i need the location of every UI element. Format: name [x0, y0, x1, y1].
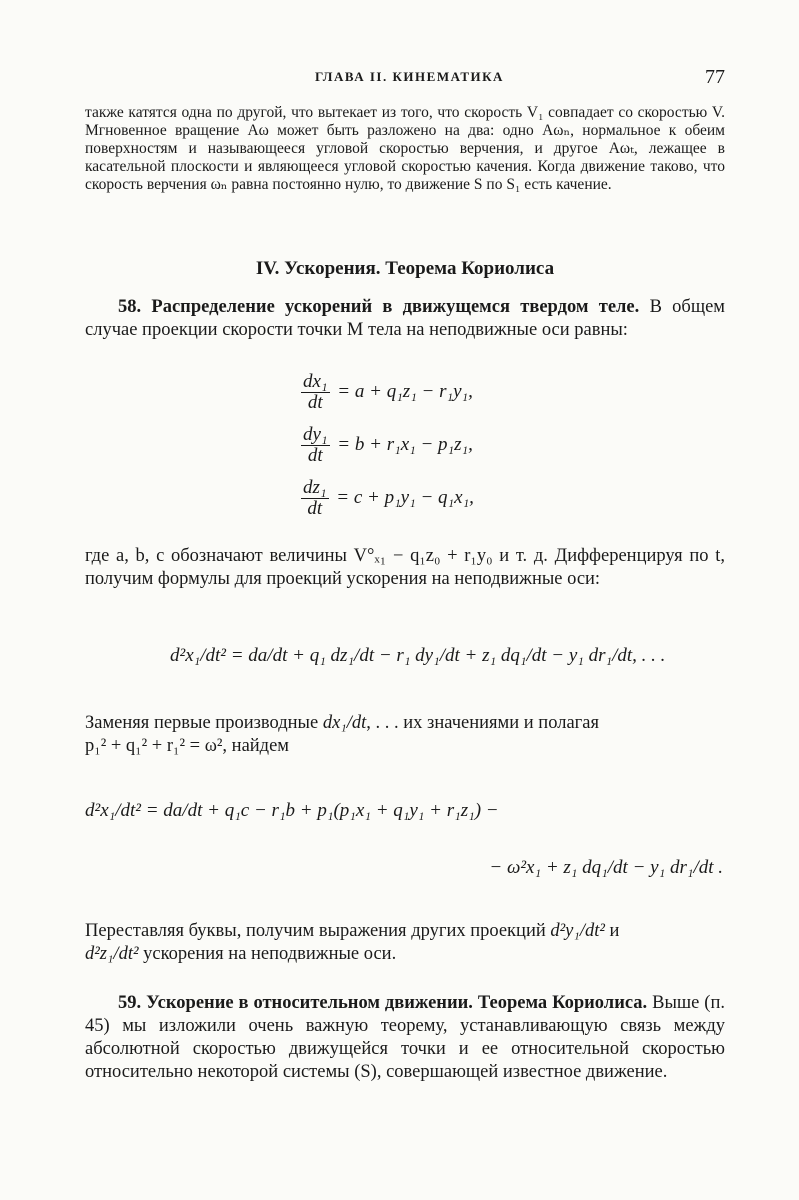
replacing-text-2: , . . . их значениями и полагая [366, 713, 599, 733]
long-equation-line-2: − ω²x₁ + z₁ dq₁/dt − y₁ dr₁/dt . [489, 857, 723, 878]
replacing-fraction: dx₁/dt [322, 713, 367, 733]
paragraph-59-body [85, 992, 725, 1084]
fraction: $\frac{\text{dz₁}}{dt}$ [303, 477, 327, 519]
running-title: ГЛАВА II. КИНЕМАТИКА [315, 69, 504, 84]
velocity-equation-z [298, 478, 474, 519]
permuting-line-2 [85, 943, 725, 966]
paragraph-top [85, 104, 725, 194]
paragraph-59-text: Выше (п. 45) мы изложили очень важную теорему, устанавливающую связь между абсолютной скоростью движущейся точки и ее относительной скоростью относительно некоторой системы (S), совершающей известное движение. [85, 993, 725, 1082]
paragraph-58-body [85, 296, 725, 342]
replacing-text-3: p₁² + q₁² + r₁² = ω², найдем [85, 736, 290, 756]
page-header [85, 66, 725, 90]
equation-rhs: = a + q₁z₁ − r₁y₁, [337, 380, 473, 402]
paragraph-59-title: 59. Ускорение в относительном движении. Теорема Кориолиса. [118, 993, 648, 1013]
paragraph-58-text: В общем случае проекции скорости точки M тела на неподвижные оси равны: [85, 297, 726, 340]
fraction: $\frac{\text{dx₁}}{dt}$ [303, 371, 328, 413]
equation-rhs: = b + r₁x₁ − p₁z₁, [337, 433, 473, 455]
replacing-line-2 [85, 735, 725, 758]
where-text: где a, b, c обозначают величины V°ₓ₁ − q₁z₀ + r₁y₀ и т. д. Дифференцируя по t, получим формулы для проекций ускорения на неподвижные оси: [85, 546, 725, 589]
permuting-paragraph [85, 920, 725, 966]
paragraph-58-title: 58. Распределение ускорений в движущемся твердом теле. [118, 297, 640, 317]
replacing-text-1: Заменяя первые производные [85, 713, 319, 733]
paragraph-top-text: также катятся одна по другой, что вытекает из того, что скорость V₁ совпадает со скоростью V. Мгновенное вращение Aω может быть разложено на два: одно Aωₙ, нормальное к обеим поверхностям и называющееся угловой скоростью верчения, и другое Aωₜ, лежащее в касательной плоскости и являющееся угловой скоростью качения. Когда движение таково, что скорость верчения ωₙ равна постоянно нулю, то движение S по S₁ есть качение. [85, 104, 725, 193]
where-paragraph [85, 545, 725, 591]
permuting-fraction-z: d²z₁/dt² [85, 944, 139, 964]
paragraph-59 [85, 992, 725, 1084]
long-equation-line-1: d²x₁/dt² = da/dt + q₁c − r₁b + p₁(p₁x₁ + q₁y₁ + r₁z₁) − [85, 800, 499, 821]
replacing-line-1 [85, 712, 725, 735]
paragraph-58 [85, 296, 725, 342]
section-heading: IV. Ускорения. Теорема Кориолиса [255, 258, 555, 279]
permuting-text-1: Переставляя буквы, получим выражения других проекций [85, 921, 546, 941]
velocity-equation-x [298, 372, 473, 413]
permuting-text-2: ускорения на неподвижные оси. [143, 944, 397, 964]
permuting-line-1 [85, 920, 725, 943]
permuting-and: и [609, 921, 620, 941]
velocity-equation-y [298, 425, 473, 466]
acceleration-equation: d²x₁/dt² = da/dt + q₁ dz₁/dt − r₁ dy₁/dt + z₁ dq₁/dt − y₁ dr₁/dt, . . . [170, 645, 666, 666]
page-number: 77 [705, 66, 725, 88]
equation-rhs: = c + p₁y₁ − q₁x₁, [336, 486, 474, 508]
replacing-paragraph [85, 712, 725, 758]
permuting-fraction-y: d²y₁/dt² [550, 921, 605, 941]
fraction: $\frac{\text{dy₁}}{dt}$ [303, 424, 328, 466]
